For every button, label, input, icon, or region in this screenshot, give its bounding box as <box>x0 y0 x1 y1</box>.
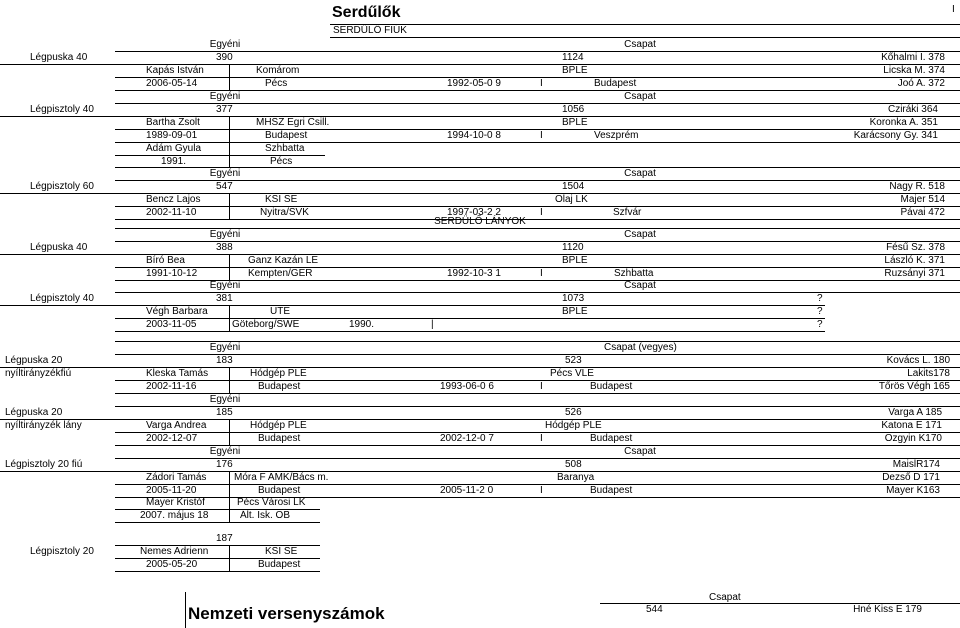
header-csapat: Csapat <box>624 39 656 50</box>
team-club: BPLE <box>562 65 588 76</box>
athlete-name: Mayer Kristóf <box>146 497 205 508</box>
record-place: Budapest <box>258 381 301 392</box>
individual-score: 381 <box>216 293 233 304</box>
record-date: 2006-05-14 <box>146 78 198 89</box>
record-place: Nyitra/SVK <box>260 207 309 218</box>
individual-score: 547 <box>216 181 233 192</box>
athlete-name: Ádám Gyula <box>146 143 202 154</box>
rule <box>115 331 825 332</box>
footer-team-member: Hné Kiss E 179 <box>853 604 922 615</box>
athlete-club: Hódgép PLE <box>250 420 307 431</box>
header-rule <box>330 24 960 25</box>
record-place: Budapest <box>258 433 301 444</box>
team-member: MaislR174 <box>892 459 940 470</box>
header-egyeni: Egyéni <box>209 342 241 353</box>
event-name: Légpuska 20 <box>5 355 63 366</box>
athlete-club: MHSZ Egri Csill. <box>256 117 330 128</box>
event-name: Légpuska 40 <box>30 242 88 253</box>
event-subtitle: nyíltirányzék lány <box>5 420 82 431</box>
team-score: 1504 <box>562 181 585 192</box>
team-member: Tőrös Végh 165 <box>878 381 950 392</box>
team-mark: I <box>540 78 543 89</box>
event-name: Légpisztoly 20 <box>30 546 94 557</box>
team-member: László K. 371 <box>884 255 945 266</box>
record-date: 2005-05-20 <box>146 559 198 570</box>
athlete-name: Varga Andrea <box>146 420 207 431</box>
record-place: Göteborg/SWE <box>232 319 300 330</box>
athlete-club: Komárom <box>256 65 300 76</box>
rule <box>229 64 230 90</box>
rule <box>115 571 320 572</box>
athlete-club: Móra F AMK/Bács m. <box>234 472 329 483</box>
record-place: Budapest <box>265 130 308 141</box>
record-place: Budapest <box>258 559 301 570</box>
event-name: Légpuska 20 <box>5 407 63 418</box>
team-score: 1120 <box>562 242 584 253</box>
rule <box>600 603 960 604</box>
record-place: Kempten/GER <box>248 268 313 279</box>
team-member: ? <box>817 319 823 330</box>
athlete-club: UTE <box>270 306 290 317</box>
rule <box>229 254 230 280</box>
event-subtitle: nyíltirányzékfiú <box>5 368 72 379</box>
rule <box>115 142 960 143</box>
team-score: 526 <box>565 407 582 418</box>
team-club: Pécs VLE <box>550 368 594 379</box>
header-csapat: Csapat <box>624 280 656 291</box>
record-date: 2003-11-05 <box>146 319 197 330</box>
team-date: 1992-05-0 9 <box>447 78 501 89</box>
team-member: Katona E 171 <box>881 420 942 431</box>
individual-score: 187 <box>216 533 233 544</box>
team-mark: I <box>540 268 543 279</box>
header-csapat: Csapat <box>624 168 656 179</box>
rule <box>185 592 186 628</box>
footer-csapat-label: Csapat <box>709 592 741 603</box>
team-place: Szhbatta <box>614 268 654 279</box>
team-member: Kőhalmi I. 378 <box>881 52 945 63</box>
athlete-name: Bíró Bea <box>146 255 185 266</box>
athlete-club: Hódgép PLE <box>250 368 307 379</box>
team-score: 523 <box>565 355 582 366</box>
record-place: Ált. Isk. OB <box>240 510 291 521</box>
team-mark: I <box>540 381 543 392</box>
section-serdulo-fiuk: SERDÜLŐ FIÚK <box>333 25 407 36</box>
team-score: 508 <box>565 459 582 470</box>
team-member: Dezső D 171 <box>882 472 940 483</box>
header-egyeni: Egyéni <box>209 39 241 50</box>
team-date: 1990. <box>349 319 375 330</box>
team-member: Karácsony Gy. 341 <box>853 130 938 141</box>
individual-score: 176 <box>216 459 233 470</box>
team-date: 1993-06-0 6 <box>440 381 494 392</box>
rule <box>115 318 825 319</box>
team-member: Majer 514 <box>900 194 945 205</box>
team-mark: I <box>540 207 543 218</box>
team-member: Fésű Sz. 378 <box>886 242 945 253</box>
record-place: Budapest <box>258 485 301 496</box>
team-member: Ruzsányi 371 <box>884 268 945 279</box>
team-member: Koronka A. 351 <box>869 117 938 128</box>
team-date: 2005-11-2 0 <box>440 485 494 496</box>
team-member: ? <box>817 306 823 317</box>
athlete-club: Szhbatta <box>265 143 305 154</box>
header-egyeni: Egyéni <box>209 168 241 179</box>
individual-score: 183 <box>216 355 233 366</box>
team-mark: I <box>540 130 543 141</box>
team-score: 1056 <box>562 104 585 115</box>
team-member: ? <box>817 293 823 304</box>
section-serdulo-lanyok: SERDÜLŐ LÁNYOK <box>434 216 526 227</box>
page-title: Serdűlők <box>332 4 401 21</box>
header-csapat: Csapat <box>624 91 656 102</box>
rule <box>229 305 230 331</box>
rule <box>229 545 230 571</box>
rule <box>115 292 960 293</box>
team-club: BPLE <box>562 306 588 317</box>
header-egyeni: Egyéni <box>209 446 241 457</box>
team-club: BPLE <box>562 117 588 128</box>
team-member: Ozgyin K170 <box>884 433 942 444</box>
rule <box>229 367 230 393</box>
event-name: Légpisztoly 40 <box>30 293 94 304</box>
team-date: 1997-03-2 2 <box>447 207 501 218</box>
athlete-name: Bencz Lajos <box>146 194 201 205</box>
athlete-name: Végh Barbara <box>146 306 208 317</box>
record-date: 1991. <box>161 156 187 167</box>
team-place: Budapest <box>590 433 633 444</box>
record-date: 1989-09-01 <box>146 130 198 141</box>
footer-team-score: 544 <box>646 604 663 615</box>
record-place: Pécs <box>270 156 293 167</box>
team-club: BPLE <box>562 255 588 266</box>
team-member: Joó A. 372 <box>897 78 945 89</box>
athlete-name: Kleska Tamás <box>146 368 209 379</box>
team-member: Lakits178 <box>907 368 950 379</box>
team-member: Varga A 185 <box>888 407 942 418</box>
individual-score: 377 <box>216 104 233 115</box>
record-date: 2002-11-16 <box>146 381 197 392</box>
record-date: 1991-10-12 <box>146 268 198 279</box>
individual-score: 185 <box>216 407 233 418</box>
rule <box>115 155 325 156</box>
team-place: Budapest <box>590 485 633 496</box>
rule <box>229 471 230 522</box>
team-member: Pávai 472 <box>900 207 945 218</box>
athlete-name: Kapás István <box>146 65 204 76</box>
header-csapat-vegyes: Csapat (vegyes) <box>604 342 677 353</box>
team-score: 1124 <box>562 52 584 63</box>
team-score: 1073 <box>562 293 585 304</box>
team-date: 1994-10-0 8 <box>447 130 501 141</box>
individual-score: 390 <box>216 52 233 63</box>
team-place: Szfvár <box>613 207 642 218</box>
team-mark: I <box>540 433 543 444</box>
record-date: 2002-12-07 <box>146 433 198 444</box>
athlete-name: Bartha Zsolt <box>146 117 200 128</box>
team-mark: | <box>431 319 434 330</box>
team-member: Kovács L. 180 <box>886 355 950 366</box>
athlete-name: Zádori Tamás <box>146 472 207 483</box>
athlete-club: KSI SE <box>265 194 298 205</box>
header-egyeni: Egyéni <box>209 280 241 291</box>
team-member: Cziráki 364 <box>887 104 938 115</box>
team-date: 2002-12-0 7 <box>440 433 494 444</box>
athlete-club: KSI SE <box>265 546 298 557</box>
record-date: 2007. május 18 <box>140 510 209 521</box>
record-place: Pécs <box>265 78 288 89</box>
record-date: 2005-11-20 <box>146 485 197 496</box>
team-place: Veszprém <box>594 130 639 141</box>
header-egyeni: Egyéni <box>209 229 241 240</box>
athlete-club: Pécs Városi LK <box>237 497 306 508</box>
rule <box>229 193 230 219</box>
team-club: Baranya <box>557 472 595 483</box>
header-csapat: Csapat <box>624 446 656 457</box>
team-date: 1992-10-3 1 <box>447 268 501 279</box>
corner-mark: I <box>952 4 955 15</box>
team-member: Mayer K163 <box>886 485 940 496</box>
record-date: 2002-11-10 <box>146 207 197 218</box>
team-member: Nagy R. 518 <box>889 181 945 192</box>
header-egyeni: Egyéni <box>209 91 241 102</box>
footer-title: Nemzeti versenyszámok <box>188 604 385 623</box>
event-name: Légpuska 40 <box>30 52 88 63</box>
athlete-name: Nemes Adrienn <box>140 546 209 557</box>
header-csapat: Csapat <box>624 229 656 240</box>
team-club: Hódgép PLE <box>545 420 602 431</box>
event-name: Légpisztoly 20 fiú <box>5 459 83 470</box>
team-place: Budapest <box>594 78 637 89</box>
event-name: Légpisztoly 60 <box>30 181 94 192</box>
rule <box>229 116 230 168</box>
team-place: Budapest <box>590 381 633 392</box>
rule <box>115 522 320 523</box>
team-club: Olaj LK <box>555 194 588 205</box>
rule <box>0 305 825 306</box>
event-name: Légpisztoly 40 <box>30 104 94 115</box>
header-egyeni: Egyéni <box>209 394 241 405</box>
athlete-club: Ganz Kazán LE <box>248 255 319 266</box>
team-member: Licska M. 374 <box>883 65 945 76</box>
rule <box>229 419 230 445</box>
individual-score: 388 <box>216 242 233 253</box>
rule <box>330 37 960 38</box>
team-mark: I <box>540 485 543 496</box>
